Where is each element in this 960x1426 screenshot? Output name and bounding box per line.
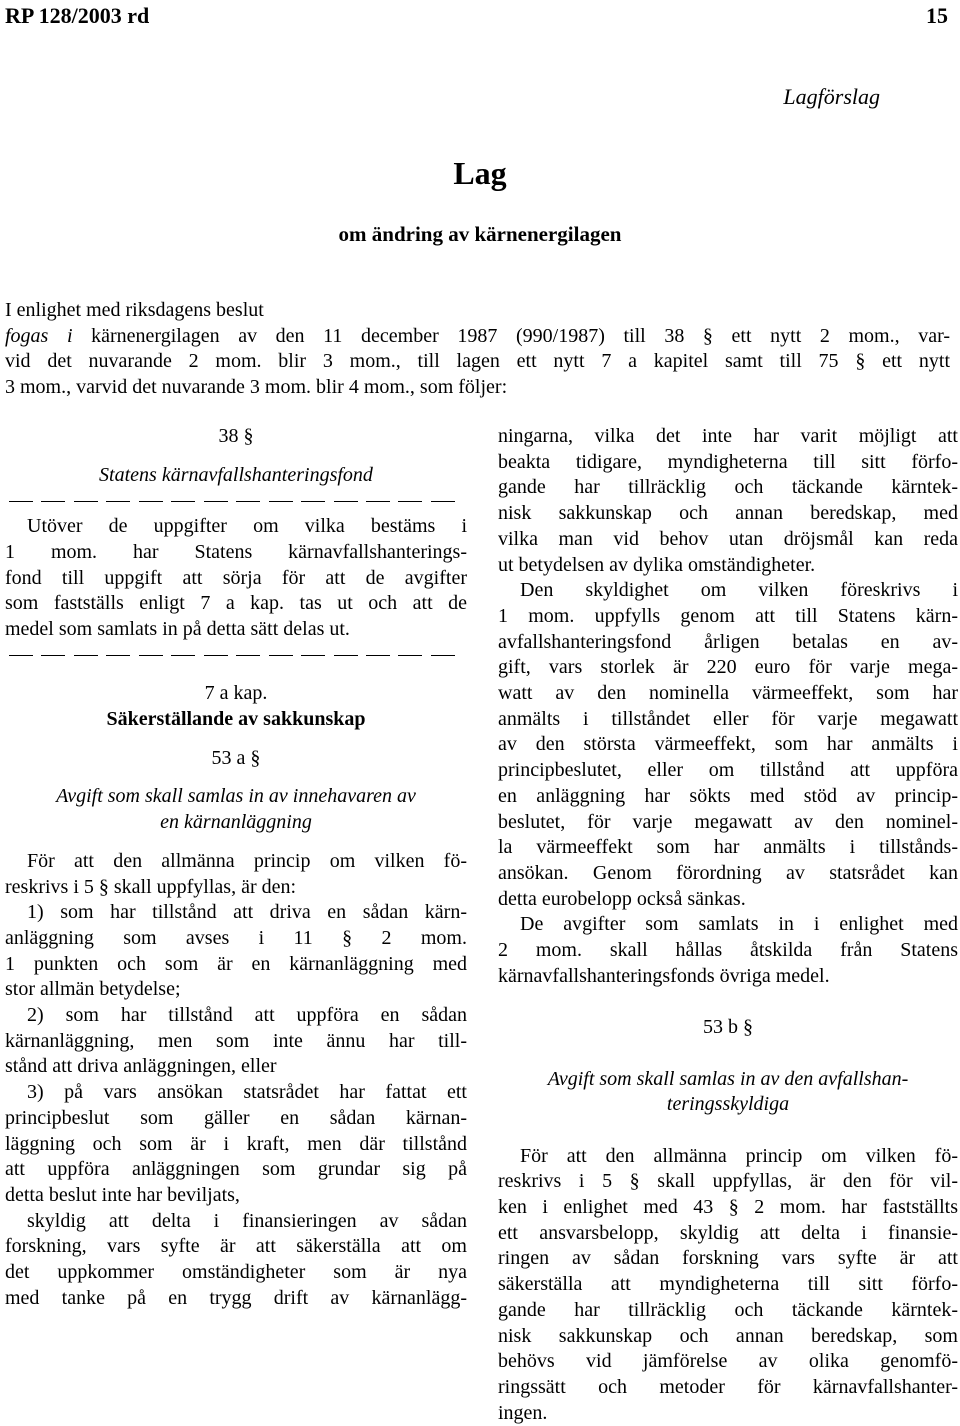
text-line: För att den allmänna princip om vilken fö- — [27, 849, 467, 872]
text-line: anmälts i tillståndet eller för varje megawatt — [498, 707, 958, 730]
text-line: forskning, vars syfte är att säkerställa att om — [5, 1235, 467, 1258]
text-line: stånd att driva anläggningen, eller — [5, 1055, 277, 1078]
paragraph-53a-2mom — [498, 578, 958, 912]
text-line: 1 mom. uppfylls genom att till Statens kärn- — [498, 604, 958, 627]
text-line: det uppkommer omständigheter som är nya — [5, 1261, 467, 1284]
text-line: detta beslut inte har beviljats, — [5, 1183, 240, 1206]
text-line: 1) som har tillstånd att driva en sådan kärn- — [27, 901, 467, 924]
text-line: ningarna, vilka det inte har varit möjligt att — [498, 425, 958, 447]
text-line: av den största värmeeffekt, som har anmälts i — [498, 733, 958, 756]
text-line: principbeslut som gäller en sådan kärnan- — [5, 1106, 467, 1129]
omission-dashes — [5, 488, 467, 514]
text-line: gande har tillräcklig och täckande kärntek- — [498, 1298, 958, 1321]
intro-line: I enlighet med riksdagens beslut — [5, 299, 264, 321]
text-line: nisk sakkunskap och annan beredskap, med — [498, 502, 958, 525]
intro-text: kärnenergilagen av den 11 december 1987 (990/1987) till 38 § ett nytt 2 mom., var- — [72, 324, 950, 347]
text-line: nisk sakkunskap och annan beredskap, som — [498, 1324, 958, 1347]
section-label: Lagförslag — [783, 84, 880, 109]
text-line: ringen av sådan forskning vars syfte är att — [498, 1247, 958, 1270]
text-line: anläggning som avses i 11 § 2 mom. — [5, 926, 467, 949]
text-line: ken i enlighet med 43 § 2 mom. har fastställts — [498, 1196, 958, 1219]
text-line: medel som samlats in på detta sätt delas ut. — [5, 617, 350, 640]
text-line: fond till uppgift att sörja för att de avgifter — [5, 566, 467, 589]
page-header-doc-id: RP 128/2003 rd — [5, 3, 150, 28]
intro-line: vid det nuvarande 2 mom. blir 3 mom., till lagen ett nytt 7 a kapitel samt till 75 § ett nytt — [5, 350, 950, 373]
text-line: ingen. — [498, 1401, 548, 1424]
document-subtitle: om ändring av kärnenergilagen — [338, 222, 622, 246]
page-number: 15 — [926, 3, 948, 28]
text-line: 3) på vars ansökan statsrådet har fattat ett — [27, 1081, 467, 1104]
section-heading-38: 38 § — [218, 425, 254, 447]
chapter-heading: 7 a kap. — [204, 682, 268, 705]
text-line: Utöver de uppgifter om vilka bestäms i — [27, 515, 467, 538]
text-line: läggning och som är i kraft, men där tillstånd — [5, 1132, 467, 1155]
section-heading-53b: 53 b § — [703, 1016, 753, 1039]
text-line: som fastställs enligt 7 a kap. tas ut och att de — [5, 592, 467, 615]
intro-line — [5, 324, 950, 350]
text-line: vilka man vid behov utan dröjsmål kan reda — [498, 527, 958, 550]
text-line: gift, vars storlek är 220 euro för varje mega- — [498, 656, 958, 679]
text-line: kärnavfallshanteringsfonds övriga medel. — [498, 964, 830, 987]
text-line: skyldig att delta i finansieringen av sådan — [27, 1209, 467, 1232]
text-line: 2 mom. skall hållas åtskilda från Statens — [498, 939, 958, 962]
text-line: ringssätt och metoder för kärnavfallshanter- — [498, 1375, 958, 1398]
text-line: reskrivs i 5 § skall uppfyllas, är den för vil- — [498, 1170, 958, 1193]
intro-emphasis: fogas i — [5, 324, 73, 347]
text-line: reskrivs i 5 § skall uppfyllas, är den: — [5, 875, 297, 898]
text-line: watt av den nominella värmeeffekt, som har — [498, 682, 958, 705]
text-line: med tanke på en trygg drift av kärnanlägg- — [5, 1286, 467, 1309]
paragraph-53b — [498, 1144, 958, 1426]
text-line: stor allmän betydelse; — [5, 978, 181, 1001]
paragraph-53a-cont — [498, 424, 958, 578]
text-line: 1 mom. har Statens kärnavfallshanterings- — [5, 540, 467, 563]
intro-line: 3 mom., varvid det nuvarande 3 mom. blir 4 mom., som följer: — [5, 376, 508, 399]
text-line: För att den allmänna princip om vilken fö- — [520, 1144, 958, 1167]
section-title-53a — [5, 784, 467, 835]
title-line: Avgift som skall samlas in av innehavaren av — [56, 785, 416, 808]
text-line: ut betydelsen av dylika omständigheter. — [498, 553, 816, 576]
text-line: avfallshanteringsfond årligen betalas en av- — [498, 630, 958, 653]
section-title-38: Statens kärnavfallshanteringsfond — [99, 463, 373, 486]
text-line: gande har tillräcklig och täckande kärntek- — [498, 476, 958, 499]
text-line: la värmeeffekt som har anmälts i tillstånds- — [498, 836, 958, 859]
text-line: säkerställa att myndigheterna till sitt förfo- — [498, 1273, 958, 1296]
document-title: Lag — [453, 155, 507, 191]
text-line: kärnanläggning, men som inte ännu har till- — [5, 1029, 467, 1052]
text-line: behövs vid jämförelse av olika genomfö- — [498, 1350, 958, 1373]
text-line: 1 punkten och som är en kärnanläggning med — [5, 952, 467, 975]
title-line: teringsskyldiga — [666, 1093, 790, 1116]
paragraph-53a-3mom — [498, 912, 958, 989]
paragraph-53a — [5, 849, 467, 1312]
left-column — [5, 424, 467, 1311]
text-line: 2) som har tillstånd att uppföra en sådan — [27, 1004, 467, 1027]
section-title-53b — [498, 1067, 958, 1118]
text-line: De avgifter som samlats in i enlighet med — [520, 913, 958, 936]
text-line: att uppföra anläggningen som grundar sig på — [5, 1158, 467, 1181]
right-column — [498, 424, 958, 1426]
text-line: ett ansvarsbelopp, skyldig att delta i finansie- — [498, 1221, 958, 1244]
section-heading-53a: 53 a § — [211, 746, 261, 769]
paragraph-38 — [5, 514, 467, 643]
text-line: ansökan. Genom förordning av statsrådet kan — [498, 861, 958, 884]
text-line: principbeslutet, eller om tillstånd att uppföra — [498, 759, 958, 782]
text-line: Den skyldighet om vilken föreskrivs i — [520, 579, 958, 602]
intro-paragraph — [5, 298, 950, 401]
chapter-title: Säkerställande av sakkunskap — [106, 708, 366, 730]
title-line: en kärnanläggning — [160, 811, 312, 834]
text-line: beakta tidigare, myndigheterna till sitt förfo- — [498, 450, 958, 473]
text-line: en anläggning har sökts med stöd av princip- — [498, 784, 958, 807]
omission-dashes — [5, 643, 467, 669]
title-line: Avgift som skall samlas in av den avfallshan- — [547, 1067, 909, 1090]
text-line: beslutet, för varje megawatt av den nominel- — [498, 810, 958, 833]
text-line: detta eurobelopp också sänkas. — [498, 887, 746, 910]
